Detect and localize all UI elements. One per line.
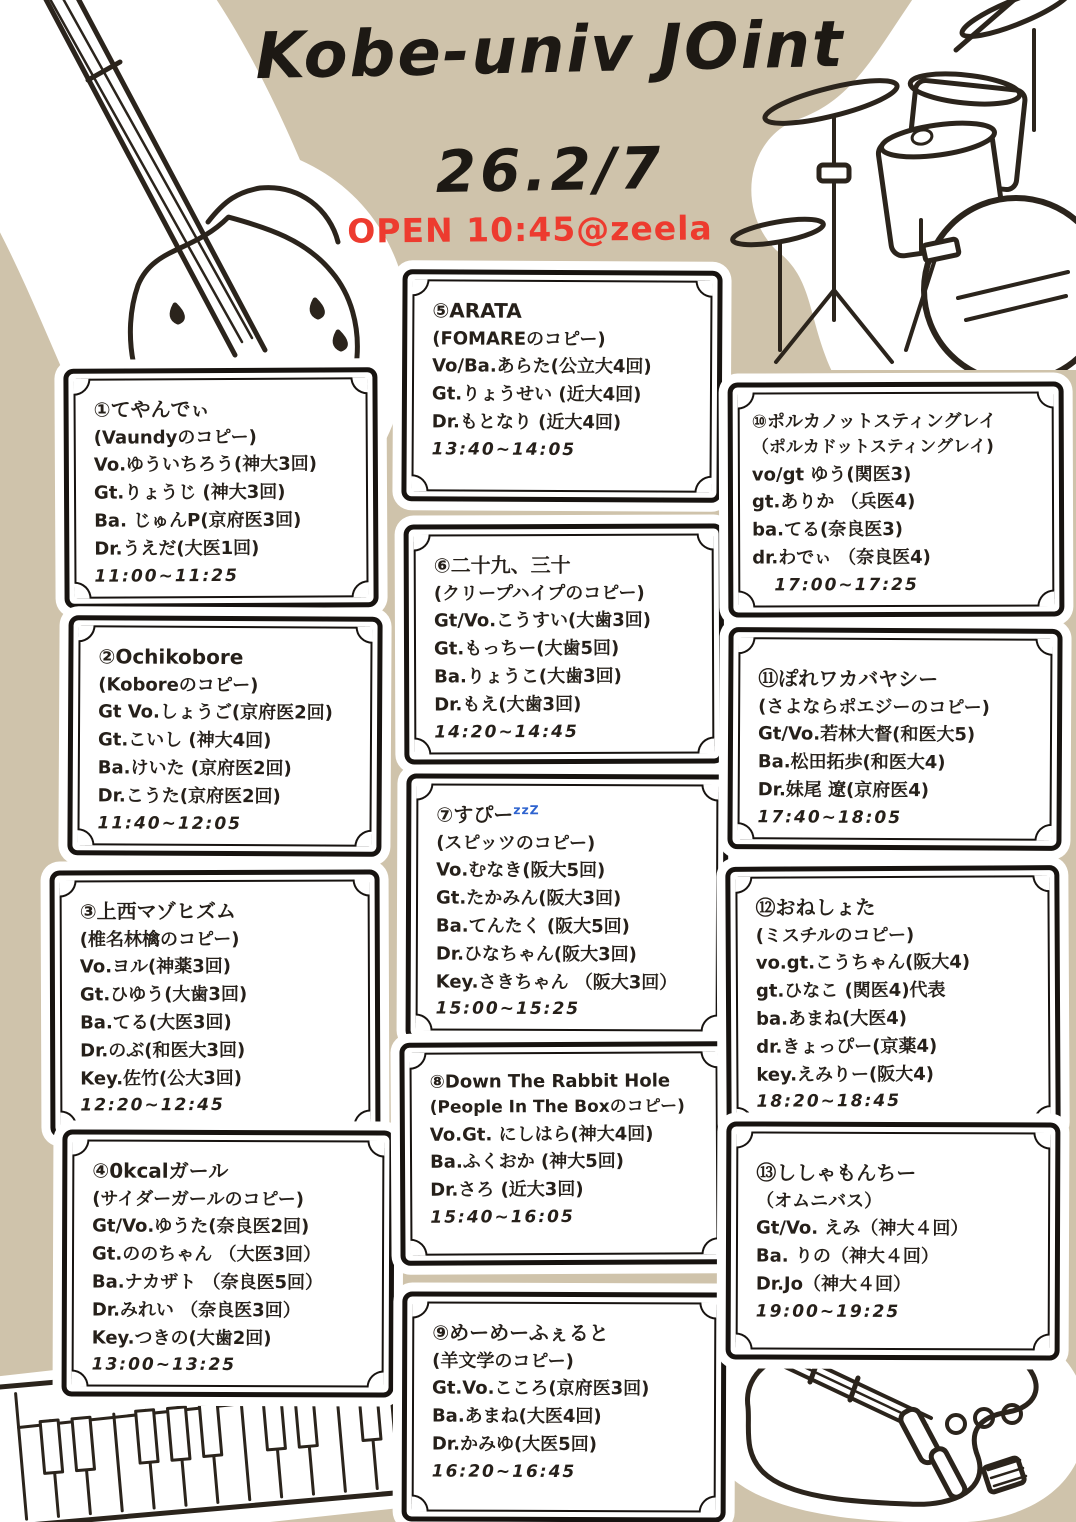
- band-copy: (Koboreのコピー): [98, 674, 259, 697]
- band-member: Dr.もえ(大歯3回): [434, 693, 582, 716]
- frame-corner-ornament: [738, 637, 755, 654]
- frame-corner-ornament: [1037, 391, 1054, 408]
- band-member: Gt.Vo.こころ(京府医3回): [432, 1377, 650, 1400]
- band-member: Gt.りょうせい (近大4回): [431, 383, 642, 406]
- band-card-2: [67, 615, 382, 856]
- band-member: Vo.Gt. にしはら(神大4回): [429, 1123, 654, 1146]
- frame-corner-ornament: [1033, 1132, 1050, 1149]
- frame-corner-ornament: [416, 783, 433, 800]
- band-time: 11:00~11:25: [94, 565, 239, 587]
- frame-corner-ornament: [736, 1131, 753, 1148]
- band-member: Gt/Vo.ゆうた(奈良医2回): [92, 1215, 310, 1238]
- frame-corner-ornament: [355, 627, 372, 644]
- band-copy: （ポルカドットスティングレイ): [751, 436, 994, 458]
- band-card-frame: [412, 1301, 717, 1512]
- band-member: Dr.のぶ(和医大3回): [80, 1039, 246, 1062]
- band-member: Ba.松田拓歩(和医大4): [757, 751, 946, 774]
- band-copy: (さよならポエジーのコピー): [758, 696, 990, 719]
- band-copy: (スピッツのコピー): [436, 832, 596, 855]
- band-member: Gt/Vo.若林大督(和医大5): [757, 723, 976, 746]
- band-member: Dr.みれい （奈良医3回）: [91, 1299, 301, 1321]
- band-card-3: [50, 869, 381, 1138]
- band-member: dr.わでぃ （奈良医4): [752, 547, 931, 569]
- band-card-1: [63, 367, 378, 608]
- band-name: ②Ochikobore: [98, 644, 244, 670]
- band-time: 15:40~16:05: [430, 1207, 575, 1228]
- frame-corner-ornament: [414, 534, 431, 551]
- frame-corner-ornament: [697, 736, 714, 753]
- band-member: Gt.もっちー(大歯5回): [433, 637, 620, 660]
- band-member: Vo.ゆういちろう(神大3回): [93, 453, 318, 476]
- band-time: 19:00~19:25: [755, 1301, 901, 1322]
- frame-corner-ornament: [414, 737, 431, 754]
- frame-corner-ornament: [77, 828, 94, 845]
- frame-corner-ornament: [72, 1370, 89, 1387]
- band-member: Ba.ふくおか (神大5回): [429, 1151, 625, 1174]
- band-time: 11:40~12:05: [97, 812, 243, 834]
- band-member: Key.つきの(大歯2回): [91, 1327, 272, 1349]
- band-time: 18:20~18:45: [756, 1091, 902, 1113]
- poster-title: Kobe-univ JOint: [254, 7, 846, 95]
- band-member: Dr.かみゆ(大医5回): [431, 1433, 597, 1455]
- frame-corner-ornament: [73, 379, 90, 396]
- band-time: 12:20~12:45: [80, 1095, 225, 1116]
- band-name: ⑪ぽれワカバヤシー: [758, 666, 939, 692]
- band-member: Ba. じゅんP(京府医3回): [94, 509, 302, 532]
- band-member: Ba.けいた (京府医2回): [97, 757, 292, 780]
- band-copy: (ミスチルのコピー): [755, 924, 915, 947]
- band-card-frame: [60, 879, 371, 1128]
- frame-corner-ornament: [412, 1301, 429, 1318]
- band-member: Dr.こうた(京府医2回): [97, 785, 281, 807]
- frame-corner-ornament: [1032, 875, 1049, 892]
- band-member: key.えみりー(阪大4): [756, 1063, 935, 1086]
- frame-corner-ornament: [411, 474, 428, 491]
- band-member: Dr.もとなり (近大4回): [431, 411, 622, 434]
- frame-corner-ornament: [410, 1239, 427, 1256]
- band-member: vo.gt.こうちゃん(阪大4): [755, 951, 971, 974]
- band-time: 17:40~18:05: [757, 806, 903, 828]
- frame-corner-ornament: [701, 1237, 718, 1254]
- band-name: ⑬ししゃもんちー: [756, 1160, 917, 1186]
- frame-corner-ornament: [60, 880, 77, 897]
- band-name: ④0kcalガール: [92, 1158, 229, 1184]
- frame-corner-ornament: [699, 1302, 716, 1319]
- band-copy: (People In The Boxのコピー): [429, 1096, 685, 1118]
- frame-corner-ornament: [699, 1495, 716, 1512]
- band-copy: （オムニバス）: [756, 1190, 883, 1212]
- frame-corner-ornament: [412, 1494, 429, 1511]
- band-member: Dr.Jo（神大４回）: [755, 1273, 912, 1295]
- band-member: Gt.ひゆう(大歯3回): [79, 983, 248, 1006]
- band-member: gt.ひなこ (関医4)代表: [755, 979, 946, 1002]
- band-card-frame: [736, 1131, 1051, 1350]
- band-card-10: [728, 381, 1065, 617]
- frame-corner-ornament: [60, 1111, 77, 1128]
- band-card-11: [727, 627, 1062, 850]
- band-time: 14:20~14:45: [434, 721, 579, 743]
- band-member: Vo.むなき(阪大5回): [436, 859, 606, 882]
- band-time: 17:00~17:25: [774, 574, 919, 596]
- band-card-6: [404, 523, 725, 764]
- poster-open-info: OPEN 10:45@zeela: [347, 208, 713, 251]
- band-card-frame: [738, 391, 1055, 607]
- frame-corner-ornament: [1035, 639, 1052, 656]
- sleep-zzz-icon: zzZ: [513, 802, 540, 818]
- band-name: ⑫おねしょた: [755, 895, 876, 920]
- frame-corner-ornament: [412, 279, 429, 296]
- band-member: Dr.ひなちゃん(阪大3回): [435, 943, 637, 965]
- band-member: dr.きょっぴー(京薬4): [756, 1035, 938, 1058]
- band-member: Ba.あまね(大医4回): [431, 1405, 602, 1428]
- band-member: gt.ありか （兵医4): [751, 491, 916, 513]
- band-member: Dr.さろ (近大3回): [430, 1179, 584, 1201]
- band-name: ⑧Down The Rabbit Hole: [429, 1070, 671, 1093]
- frame-corner-ornament: [74, 581, 91, 598]
- band-time: 13:00~13:25: [91, 1354, 237, 1376]
- band-member: Gt.たかみん(阪大3回): [435, 887, 622, 910]
- band-member: ba.あまね(大医4): [756, 1007, 908, 1030]
- band-name: ⑤ARATA: [432, 298, 522, 323]
- band-name: ⑦すぴー$^{zzZ}$: [436, 802, 540, 827]
- band-copy: (FOMAREのコピー): [432, 328, 606, 351]
- band-card-frame: [72, 1139, 385, 1388]
- band-card-7: [406, 773, 729, 1042]
- band-member: Ba.てる(大医3回): [80, 1011, 232, 1034]
- band-member: Ba.ナカザト （奈良医5回）: [91, 1271, 324, 1294]
- band-member: Gt Vo.しょうご(京府医2回): [98, 701, 333, 724]
- band-card-frame: [411, 279, 712, 492]
- band-card-5: [401, 269, 722, 502]
- band-member: Key.佐竹(公大3回): [80, 1067, 243, 1090]
- frame-corner-ornament: [737, 822, 754, 839]
- frame-corner-ornament: [695, 281, 712, 298]
- band-member: Gt.りょうじ (神大3回): [93, 481, 286, 504]
- frame-corner-ornament: [354, 829, 371, 846]
- frame-corner-ornament: [353, 879, 370, 896]
- band-card-frame: [73, 377, 368, 598]
- poster-date: 26.2/7: [435, 134, 665, 206]
- band-name: ③上西マゾヒズム: [79, 898, 237, 924]
- frame-corner-ornament: [351, 580, 368, 597]
- frame-corner-ornament: [416, 1014, 433, 1031]
- band-member: Ba. りの（神大４回）: [755, 1245, 939, 1268]
- frame-corner-ornament: [694, 475, 711, 492]
- frame-corner-ornament: [701, 784, 718, 801]
- band-member: Key.さきちゃん （阪大3回）: [435, 971, 678, 993]
- band-name: ⑥二十九、三十: [433, 552, 571, 578]
- frame-corner-ornament: [1034, 823, 1051, 840]
- band-card-frame: [737, 637, 1052, 840]
- band-time: 13:40~14:05: [431, 438, 577, 460]
- band-name: ①てやんでぃ: [93, 397, 211, 422]
- band-name: ⑩ポルカノットスティングレイ: [751, 410, 997, 433]
- band-member: Ba.りょうこ(大歯3回): [434, 665, 622, 688]
- band-card-12: [725, 865, 1060, 1134]
- band-card-8: [399, 1041, 728, 1266]
- band-member: Dr.うえだ(大医1回): [94, 537, 260, 560]
- band-card-frame: [77, 625, 372, 846]
- band-card-frame: [409, 1051, 718, 1256]
- band-time: 15:00~15:25: [435, 998, 581, 1020]
- frame-corner-ornament: [1033, 1333, 1050, 1350]
- band-member: Gt/Vo.こうすい(大歯3回): [433, 609, 652, 632]
- band-member: Gt.ののちゃん （大医3回）: [91, 1243, 322, 1266]
- frame-corner-ornament: [367, 1140, 384, 1157]
- frame-corner-ornament: [700, 1051, 717, 1068]
- band-card-frame: [414, 533, 715, 754]
- band-name: ⑨めーめーふぇると: [432, 1320, 609, 1346]
- frame-corner-ornament: [72, 1139, 89, 1156]
- frame-corner-ornament: [409, 1053, 426, 1070]
- band-copy: (サイダーガールのコピー): [92, 1188, 305, 1211]
- frame-corner-ornament: [1034, 1106, 1051, 1123]
- band-card-frame: [735, 875, 1050, 1124]
- band-card-4: [62, 1129, 395, 1398]
- band-member: Dr.妹尾 遼(京府医4): [757, 779, 930, 801]
- band-copy: (Vaundyのコピー): [93, 426, 257, 449]
- frame-corner-ornament: [738, 392, 755, 409]
- frame-corner-ornament: [701, 1015, 718, 1032]
- frame-corner-ornament: [367, 1371, 384, 1388]
- band-copy: (羊文学のコピー): [432, 1350, 574, 1373]
- band-member: Ba.てんたく (阪大5回): [435, 915, 630, 938]
- frame-corner-ornament: [735, 877, 752, 894]
- band-card-9: [402, 1291, 727, 1522]
- band-time: 16:20~16:45: [431, 1461, 577, 1482]
- band-member: Gt.こいし (神大4回): [97, 729, 272, 752]
- frame-corner-ornament: [697, 533, 714, 550]
- band-member: Vo.ヨル(神薬3回): [79, 955, 232, 978]
- frame-corner-ornament: [350, 377, 367, 394]
- band-card-frame: [416, 783, 719, 1032]
- band-member: Gt/Vo. えみ（神大４回）: [756, 1217, 969, 1240]
- band-member: ba.てる(奈良医3): [752, 519, 904, 541]
- band-member: Vo/Ba.あらた(公立大4回): [432, 355, 652, 378]
- band-card-13: [726, 1121, 1061, 1360]
- frame-corner-ornament: [78, 625, 95, 642]
- band-copy: (椎名林檎のコピー): [79, 928, 240, 951]
- frame-corner-ornament: [353, 1110, 370, 1127]
- frame-corner-ornament: [736, 1332, 753, 1349]
- band-copy: (クリープハイプのコピー): [433, 582, 645, 605]
- band-member: vo/gt ゆう(関医3): [751, 463, 912, 486]
